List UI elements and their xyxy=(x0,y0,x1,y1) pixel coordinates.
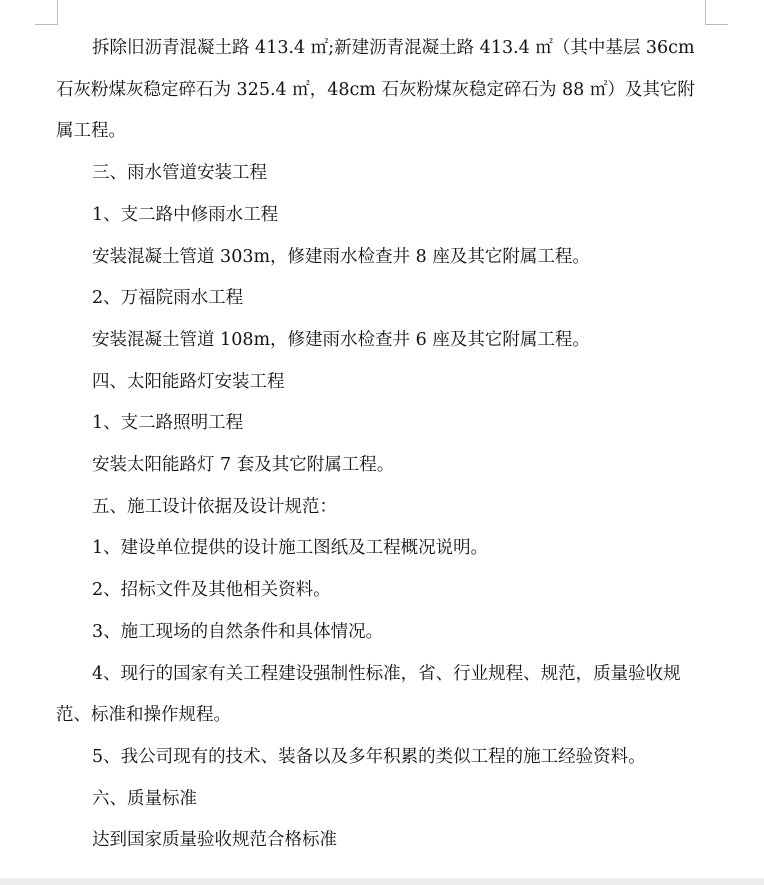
heading-section-5: 五、施工设计依据及设计规范： xyxy=(92,496,337,517)
paragraph-3-2: 安装混凝土管道 108m，修建雨水检查井 6 座及其它附属工程。 xyxy=(92,329,590,350)
list-item-5-1: 1、建设单位提供的设计施工图纸及工程概况说明。 xyxy=(92,538,489,559)
subheading-4-1: 1、支二路照明工程 xyxy=(92,413,244,434)
list-item-5-3: 3、施工现场的自然条件和具体情况。 xyxy=(92,621,384,642)
list-item-5-4: 4、现行的国家有关工程建设强制性标准，省、行业规程、规范，质量验收规范、标准和操作规程。 xyxy=(56,663,681,726)
heading-section-6: 六、质量标准 xyxy=(92,788,197,809)
paragraph-4-1: 安装太阳能路灯 7 套及其它附属工程。 xyxy=(92,455,395,476)
heading-section-3: 三、雨水管道安装工程 xyxy=(92,163,267,184)
subheading-3-1: 1、支二路中修雨水工程 xyxy=(92,204,279,225)
document-body[interactable] xyxy=(56,28,708,862)
paragraph-3-1: 安装混凝土管道 303m，修建雨水检查井 8 座及其它附属工程。 xyxy=(92,246,590,267)
top-left-margin-marker xyxy=(35,0,58,25)
heading-section-4: 四、太阳能路灯安装工程 xyxy=(92,371,285,392)
subheading-3-2: 2、万福院雨水工程 xyxy=(92,288,244,309)
page-bottom-edge xyxy=(0,878,764,885)
list-item-5-2: 2、招标文件及其他相关资料。 xyxy=(92,580,331,601)
top-right-margin-marker xyxy=(705,0,728,25)
list-item-5-5: 5、我公司现有的技术、装备以及多年积累的类似工程的施工经验资料。 xyxy=(92,746,646,767)
paragraph-6: 达到国家质量验收规范合格标准 xyxy=(92,830,337,851)
paragraph-asphalt-road: 拆除旧沥青混凝土路 413.4 ㎡;新建沥青混凝土路 413.4 ㎡（其中基层 36cm 石灰粉煤灰稳定碎石为 325.4 ㎡，48cm 石灰粉煤灰稳定碎石为 88 ㎡）及其它附属工程。 xyxy=(56,38,701,142)
